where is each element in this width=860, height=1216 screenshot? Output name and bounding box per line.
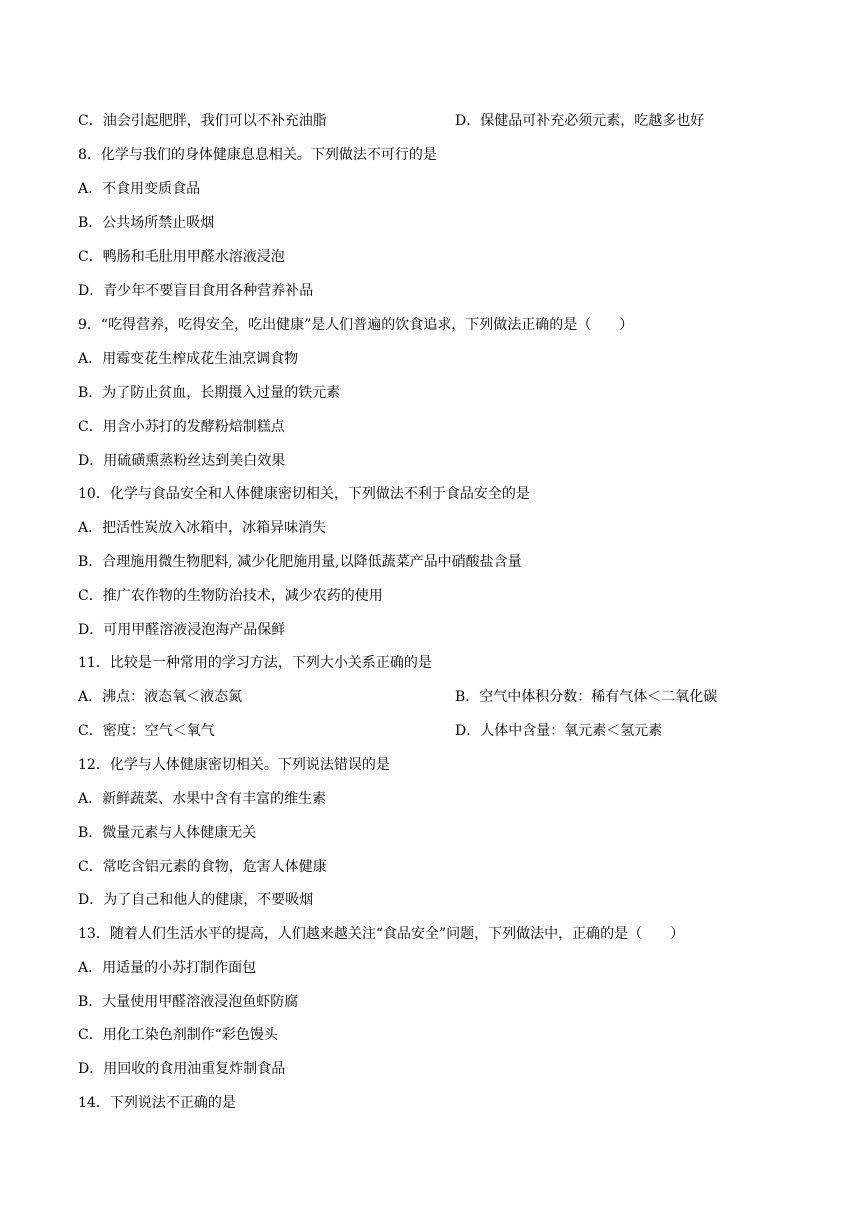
question-7-option-c: C．油会引起肥胖，我们可以不补充油脂 [78, 113, 327, 129]
question-9-option-d: D．用硫磺熏蒸粉丝达到美白效果 [78, 453, 286, 469]
question-12-option-c: C．常吃含铝元素的食物，危害人体健康 [78, 859, 327, 875]
question-11-option-b: B．空气中体积分数：稀有气体＜二氧化碳 [455, 689, 718, 705]
question-8-option-c: C．鸭肠和毛肚用甲醛水溶液浸泡 [78, 249, 285, 265]
question-11-options-row-1 [78, 688, 718, 706]
question-11-option-a: A．沸点：液态氧＜液态氮 [78, 689, 243, 705]
question-8-option-d: D．青少年不要盲目食用各种营养补品 [78, 283, 314, 299]
question-12-option-a: A．新鲜蔬菜、水果中含有丰富的维生素 [78, 791, 327, 807]
question-8-option-a: A．不食用变质食品 [78, 181, 201, 197]
question-12-stem: 12．化学与人体健康密切相关。下列说法错误的是 [78, 757, 390, 773]
question-13-stem: 13．随着人们生活水平的提高，人们越来越关注“食品安全”问题，下列做法中，正确的是（ ） [78, 926, 685, 942]
question-10-option-d: D．可用甲醛溶液浸泡海产品保鲜 [78, 622, 286, 638]
question-13-option-a: A．用适量的小苏打制作面包 [78, 960, 257, 976]
question-14-stem: 14．下列说法不正确的是 [78, 1095, 236, 1111]
question-8-stem: 8．化学与我们的身体健康息息相关。下列做法不可行的是 [78, 147, 437, 163]
question-9-option-c: C．用含小苏打的发酵粉焙制糕点 [78, 419, 285, 435]
question-10-option-c: C．推广农作物的生物防治技术，减少农药的使用 [78, 588, 383, 604]
question-11-option-c: C．密度：空气＜氧气 [78, 723, 215, 739]
question-7-option-d: D．保健品可补充必须元素，吃越多也好 [455, 113, 705, 129]
question-12-option-d: D．为了自己和他人的健康，不要吸烟 [78, 892, 314, 908]
question-10-option-a: A．把活性炭放入冰箱中，冰箱异味消失 [78, 520, 327, 536]
question-11-options-row-2 [78, 722, 663, 740]
question-13-option-c: C．用化工染色剂制作“彩色馒头 [78, 1027, 278, 1043]
question-9-option-b: B．为了防止贫血，长期摄入过量的铁元素 [78, 385, 341, 401]
question-8-option-b: B．公共场所禁止吸烟 [78, 215, 215, 231]
question-12-option-b: B．微量元素与人体健康无关 [78, 825, 257, 841]
question-9-stem: 9．“吃得营养，吃得安全，吃出健康”是人们普遍的饮食追求，下列做法正确的是（ ） [78, 317, 634, 333]
question-10-option-b: B．合理施用微生物肥料, 减少化肥施用量,以降低蔬菜产品中硝酸盐含量 [78, 554, 522, 570]
question-13-option-d: D．用回收的食用油重复炸制食品 [78, 1061, 286, 1077]
question-10-stem: 10．化学与食品安全和人体健康密切相关，下列做法不利于食品安全的是 [78, 486, 530, 502]
question-11-option-d: D．人体中含量：氧元素＜氢元素 [455, 723, 663, 739]
question-11-stem: 11．比较是一种常用的学习方法，下列大小关系正确的是 [78, 655, 432, 671]
question-7-options-row [78, 112, 705, 130]
question-13-option-b: B．大量使用甲醛溶液浸泡鱼虾防腐 [78, 994, 299, 1010]
question-9-option-a: A．用霉变花生榨成花生油烹调食物 [78, 351, 299, 367]
